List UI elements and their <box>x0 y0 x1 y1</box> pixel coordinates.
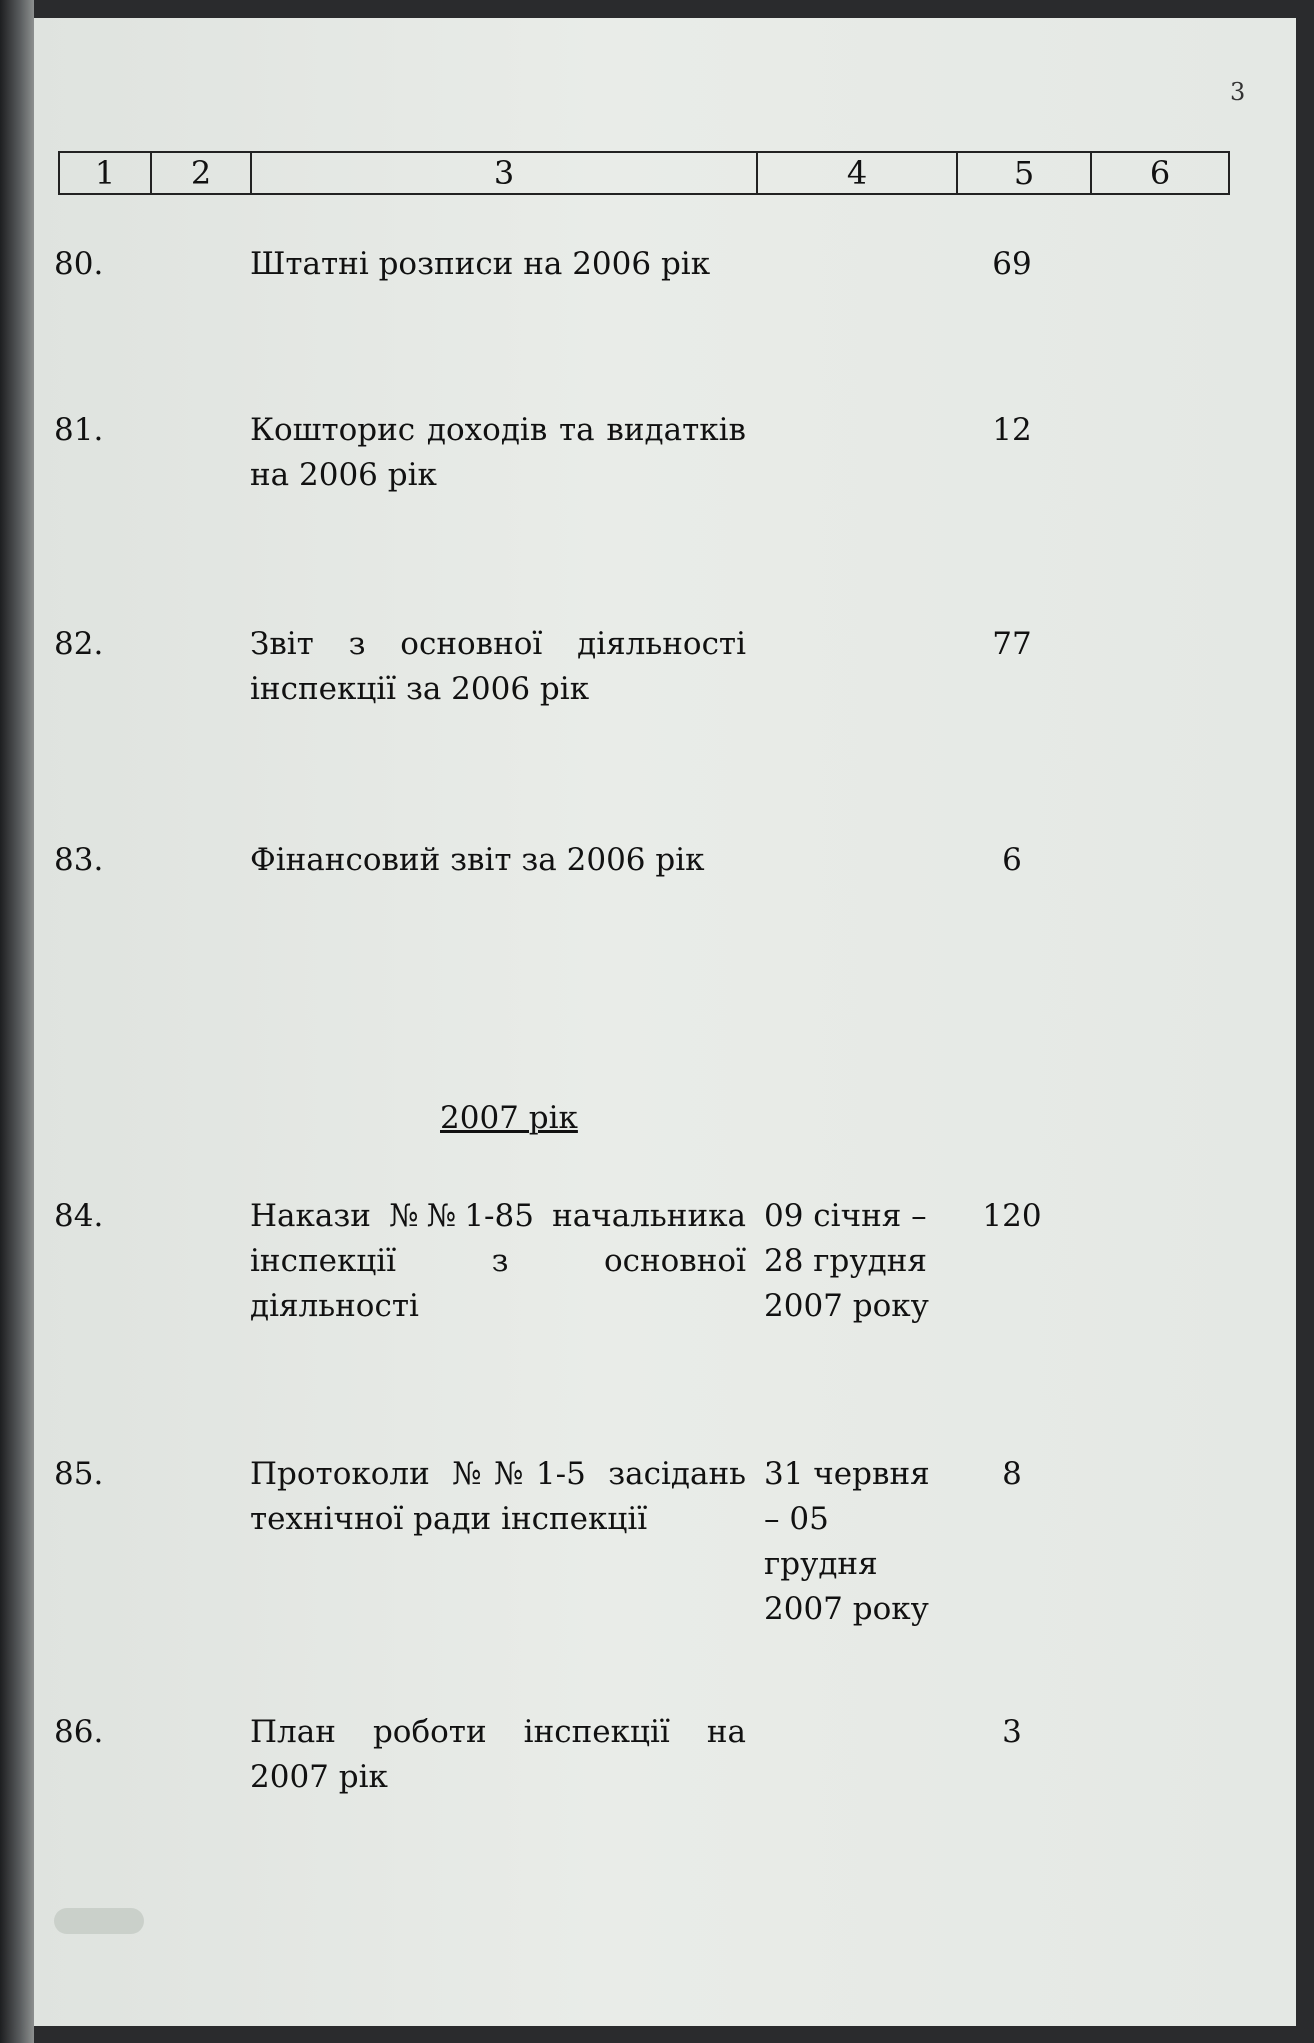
column-header-4: 4 <box>757 152 957 194</box>
entry-dates: 09 січня – 28 грудня 2007 року <box>764 1198 929 1324</box>
column-header-2: 2 <box>151 152 251 194</box>
entry-count: 3 <box>1002 1714 1022 1750</box>
column-header-3: 3 <box>251 152 757 194</box>
entry-dates: 31 червня – 05 грудня 2007 року <box>764 1456 930 1627</box>
paper-smudge <box>54 1908 144 1934</box>
entry-title: Звіт з основної діяльності інспекції за 2006 рік <box>250 626 746 707</box>
entry-number: 81. <box>54 412 104 448</box>
column-header-1: 1 <box>59 152 151 194</box>
entry-title: Протоколи №№1-5 засідань технічної ради інспекції <box>250 1456 746 1537</box>
column-header-5: 5 <box>957 152 1091 194</box>
entry-title: Кошторис доходів та видатків на 2006 рік <box>250 412 746 493</box>
entry-number: 86. <box>54 1714 104 1750</box>
entry-number: 85. <box>54 1456 104 1492</box>
entry-number: 83. <box>54 842 104 878</box>
entry-title: Накази №№1-85 начальника інспекції з основної діяльності <box>250 1198 746 1324</box>
entry-count: 6 <box>1002 842 1022 878</box>
entry-number: 80. <box>54 246 104 282</box>
entry-number: 84. <box>54 1198 104 1234</box>
column-header-table <box>58 151 1230 195</box>
entry-title: Фінансовий звіт за 2006 рік <box>250 842 705 878</box>
entry-count: 8 <box>1002 1456 1022 1492</box>
page-number: 3 <box>1230 78 1246 106</box>
entry-count: 77 <box>992 626 1032 662</box>
column-header-6: 6 <box>1091 152 1229 194</box>
entry-count: 12 <box>992 412 1032 448</box>
year-heading: 2007 рік <box>440 1100 578 1136</box>
entry-title: Штатні розписи на 2006 рік <box>250 246 711 282</box>
binding-shadow <box>0 0 34 2043</box>
entry-count: 120 <box>982 1198 1042 1234</box>
entry-number: 82. <box>54 626 104 662</box>
entry-title: План роботи інспекції на 2007 рік <box>250 1714 746 1795</box>
entry-count: 69 <box>992 246 1032 282</box>
document-page <box>34 18 1296 2026</box>
